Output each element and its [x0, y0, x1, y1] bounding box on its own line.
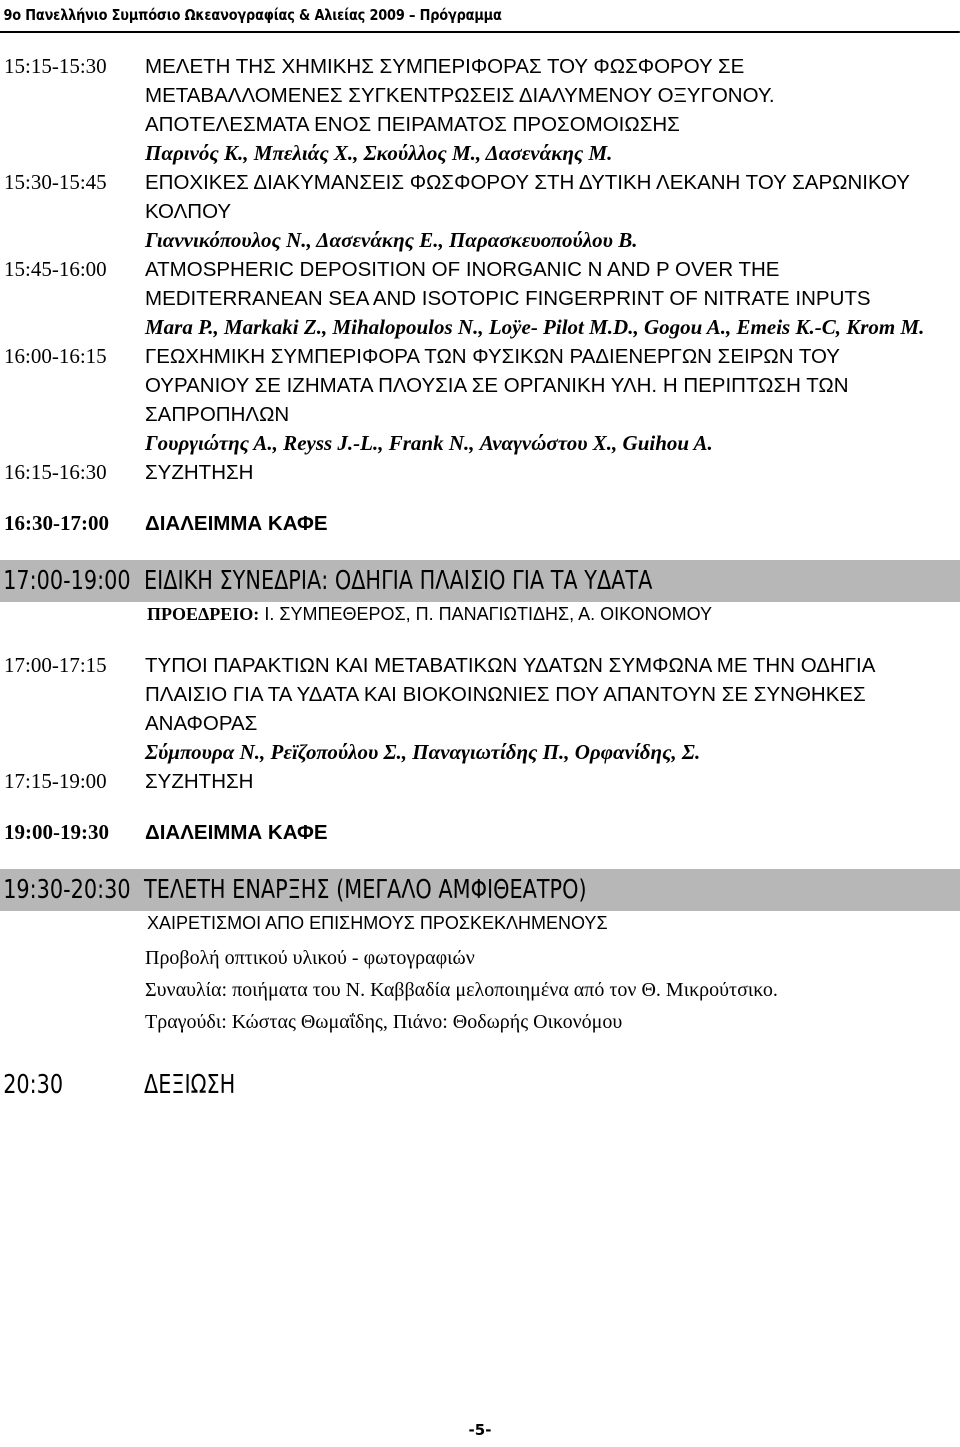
reception-header: [0, 1064, 960, 1106]
reception-time: 20:30: [3, 1070, 64, 1100]
session-subtitle: ΧΑΙΡΕΤΙΣΜΟΙ ΑΠΟ ΕΠΙΣΗΜΟΥΣ ΠΡΟΣΚΕΚΛΗΜΕΝΟΥΣ: [147, 913, 608, 933]
item-title: ΕΠΟΧΙΚΕΣ ΔΙΑΚΥΜΑΝΣΕΙΣ ΦΩΣΦΟΡΟΥ ΣΤΗ ΔΥΤΙΚΗ ΛΕΚΑΝΗ ΤΟΥ ΣΑΡΩΝΙΚΟΥ ΚΟΛΠΟΥ: [145, 171, 910, 223]
item-time: 17:00-17:15: [4, 653, 107, 677]
ceremony-line: Προβολή οπτικού υλικού - φωτογραφιών: [145, 947, 475, 969]
ceremony-details: [145, 942, 960, 1038]
chair-names: Ι. ΣΥΜΠΕΘΕΡΟΣ, Π. ΠΑΝΑΓΙΩΤΙΔΗΣ, Α. ΟΙΚΟΝΟΜΟΥ: [264, 604, 713, 624]
item-title: ΜΕΛΕΤΗ ΤΗΣ ΧΗΜΙΚΗΣ ΣΥΜΠΕΡΙΦΟΡΑΣ ΤΟΥ ΦΩΣΦΟΡΟΥ ΣΕ ΜΕΤΑΒΑΛΛΟΜΕΝΕΣ ΣΥΓΚΕΝΤΡΩΣΕΙΣ ΔΙΑΛΥΜΕΝΟΥ ΟΞΥΓΟΝΟΥ. ΑΠΟΤΕΛΕΣΜΑΤΑ ΕΝΟΣ ΠΕΙΡΑΜΑΤΟΣ ΠΡΟΣΟΜΟΙΩΣΗΣ: [145, 55, 775, 136]
item-time: 16:15-16:30: [4, 460, 107, 484]
item-time: 15:45-16:00: [4, 257, 107, 281]
ceremony-line: Τραγούδι: Κώστας Θωμαΐδης, Πιάνο: Θοδωρής Οικονόμου: [145, 1011, 623, 1033]
session-time: 17:00-19:00: [3, 566, 131, 596]
item-authors: Παρινός Κ., Μπελιάς Χ., Σκούλλος Μ., Δασενάκης Μ.: [145, 141, 613, 165]
item-title: ΣΥΖΗΤΗΣΗ: [145, 461, 254, 484]
item-title: ATMOSPHERIC DEPOSITION OF INORGANIC N AND P OVER THE MEDITERRANEAN SEA AND ISOTOPIC FINGERPRINT OF NITRATE INPUTS: [145, 258, 871, 310]
item-title: ΓΕΩΧΗΜΙΚΗ ΣΥΜΠΕΡΙΦΟΡΑ ΤΩΝ ΦΥΣΙΚΩΝ ΡΑΔΙΕΝΕΡΓΩΝ ΣΕΙΡΩΝ ΤΟΥ ΟΥΡΑΝΙΟΥ ΣΕ ΙΖΗΜΑΤΑ ΠΛΟΥΣΙΑ ΣΕ ΟΡΓΑΝΙΚΗ ΥΛΗ. Η ΠΕΡΙΠΤΩΣΗ ΤΩΝ ΣΑΠΡΟΠΗΛΩΝ: [145, 345, 849, 426]
item-authors: Γιαννικόπουλος Ν., Δασενάκης Ε., Παρασκευοπούλου Β.: [145, 228, 638, 252]
session-header: [0, 560, 960, 629]
program-item: [0, 52, 960, 168]
opening-ceremony-header: [0, 869, 960, 938]
item-authors: Γουργιώτης Α., Reyss J.-L., Frank N., Αναγνώστου Χ., Guihou A.: [145, 431, 713, 455]
break-label: ΔΙΑΛΕΙΜΜΑ ΚΑΦΕ: [145, 512, 328, 535]
session-title: ΕΙΔΙΚΗ ΣΥΝΕΔΡΙΑ: ΟΔΗΓΙΑ ΠΛΑΙΣΙΟ ΓΙΑ ΤΑ ΥΔΑΤΑ: [144, 566, 653, 596]
break-label: ΔΙΑΛΕΙΜΜΑ ΚΑΦΕ: [145, 821, 328, 844]
item-time: 16:00-16:15: [4, 344, 107, 368]
session-time: 19:30-20:30: [3, 875, 131, 905]
item-time: 15:15-15:30: [4, 54, 107, 78]
program-item: [0, 342, 960, 458]
program-item: [0, 767, 960, 796]
coffee-break: [0, 818, 960, 847]
item-time: 17:15-19:00: [4, 769, 107, 793]
session-chairs: [147, 602, 712, 626]
session-title: ΤΕΛΕΤΗ ΕΝΑΡΞΗΣ (ΜΕΓΑΛΟ ΑΜΦΙΘΕΑΤΡΟ): [144, 875, 587, 905]
item-title: ΣΥΖΗΤΗΣΗ: [145, 770, 254, 793]
ceremony-line: Συναυλία: ποιήματα του Ν. Καββαδία μελοποιημένα από τον Θ. Μικρούτσικο.: [145, 979, 778, 1001]
program-item: [0, 255, 960, 342]
chair-label: ΠΡΟΕΔΡΕΙΟ:: [147, 604, 260, 624]
coffee-break: [0, 509, 960, 538]
item-authors: Mara P., Markaki Z., Mihalopoulos N., Loÿe- Pilot M.D., Gogou A., Emeis K.-C, Krom M.: [145, 315, 925, 339]
program-item: [0, 651, 960, 767]
header-title: 9ο Πανελλήνιο Συμπόσιο Ωκεανογραφίας & Αλιείας 2009 – Πρόγραμμα: [3, 6, 502, 24]
item-authors: Σύμπουρα Ν., Ρεϊζοπούλου Σ., Παναγιωτίδης Π., Ορφανίδης, Σ.: [145, 740, 701, 764]
item-time: 15:30-15:45: [4, 170, 107, 194]
program-item: [0, 458, 960, 487]
break-time: 19:00-19:30: [4, 820, 109, 844]
program-item: [0, 168, 960, 255]
header-rule: [0, 31, 960, 33]
page-header: [0, 0, 826, 30]
program-content: [0, 52, 960, 1106]
reception-title: ΔΕΞΙΩΣΗ: [144, 1070, 236, 1100]
page-number: -5-: [468, 1421, 492, 1439]
item-title: ΤΥΠΟΙ ΠΑΡΑΚΤΙΩΝ ΚΑΙ ΜΕΤΑΒΑΤΙΚΩΝ ΥΔΑΤΩΝ ΣΥΜΦΩΝΑ ΜΕ ΤΗΝ ΟΔΗΓΙΑ ΠΛΑΙΣΙΟ ΓΙΑ ΤΑ ΥΔΑΤΑ ΚΑΙ ΒΙΟΚΟΙΝΩΝΙΕΣ ΠΟΥ ΑΠΑΝΤΟΥΝ ΣΕ ΣΥΝΘΗΚΕΣ ΑΝΑΦΟΡΑΣ: [145, 654, 875, 735]
break-time: 16:30-17:00: [4, 511, 109, 535]
